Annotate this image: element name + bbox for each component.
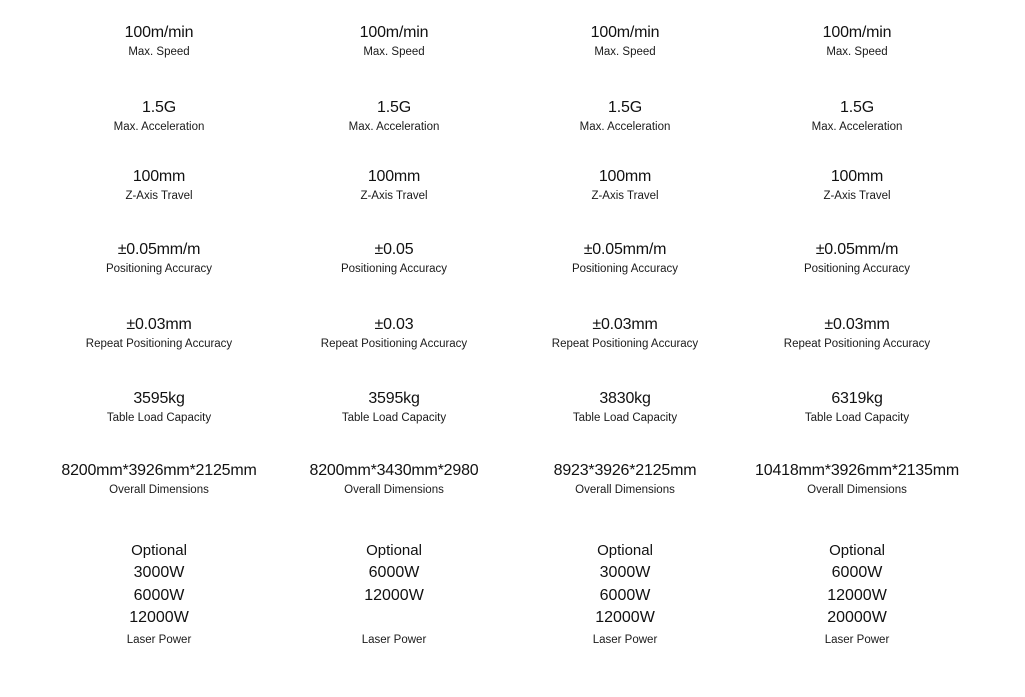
table-load-capacity-value: 3830kg [599, 390, 651, 407]
laser-power-optional: Optional [366, 542, 422, 559]
table-load-capacity-label: Table Load Capacity [572, 412, 678, 424]
overall-dimensions-spec [742, 460, 972, 498]
laser-power-value: 12000W [827, 586, 887, 604]
laser-power-value: 6000W [831, 564, 883, 581]
laser-power-optional: Optional [597, 542, 653, 559]
overall-dimensions-value: 8200mm*3926mm*2125mm [61, 462, 257, 479]
laser-power-value: 12000W [595, 609, 655, 626]
positioning-accuracy-label: Positioning Accuracy [105, 263, 213, 275]
max-speed-label: Max. Speed [128, 46, 190, 58]
z-axis-travel-value: 100mm [598, 168, 652, 185]
laser-power-options [742, 562, 972, 630]
max-speed-label: Max. Speed [363, 46, 425, 58]
max-acceleration-spec [44, 97, 274, 135]
table-load-capacity-value: 6319kg [831, 390, 883, 407]
laser-power-value: 12000W [364, 586, 424, 604]
laser-power-spec [742, 540, 972, 648]
overall-dimensions-spec [44, 460, 274, 498]
laser-power-value: 3000W [599, 564, 651, 581]
laser-power-spec [510, 540, 740, 648]
max-speed-label: Max. Speed [826, 46, 888, 58]
overall-dimensions-value: 8200mm*3430mm*2980 [309, 462, 479, 479]
positioning-accuracy-spec [44, 239, 274, 277]
max-acceleration-value: 1.5G [142, 99, 176, 116]
laser-power-label: Laser Power [126, 634, 192, 646]
repeat-positioning-accuracy-label: Repeat Positioning Accuracy [551, 338, 699, 350]
positioning-accuracy-spec [742, 239, 972, 277]
max-speed-spec [279, 22, 509, 60]
positioning-accuracy-value: ±0.05mm/m [117, 241, 201, 258]
table-load-capacity-spec [510, 388, 740, 426]
max-speed-value: 100m/min [359, 24, 429, 41]
laser-power-label: Laser Power [361, 634, 427, 646]
repeat-positioning-accuracy-label: Repeat Positioning Accuracy [85, 338, 233, 350]
positioning-accuracy-spec [510, 239, 740, 277]
z-axis-travel-label: Z-Axis Travel [823, 190, 891, 202]
overall-dimensions-label: Overall Dimensions [575, 484, 675, 496]
table-load-capacity-spec [279, 388, 509, 426]
table-load-capacity-spec [44, 388, 274, 426]
laser-power-value: 20000W [827, 609, 887, 626]
laser-power-optional: Optional [131, 542, 187, 559]
repeat-positioning-accuracy-value: ±0.03 [374, 316, 414, 333]
repeat-positioning-accuracy-label: Repeat Positioning Accuracy [783, 338, 931, 350]
max-speed-spec [510, 22, 740, 60]
z-axis-travel-spec [279, 166, 509, 204]
max-acceleration-spec [510, 97, 740, 135]
table-load-capacity-value: 3595kg [133, 390, 185, 407]
laser-power-value: 6000W [133, 586, 185, 604]
overall-dimensions-spec [510, 460, 740, 498]
max-acceleration-label: Max. Acceleration [113, 121, 205, 133]
positioning-accuracy-value: ±0.05mm/m [583, 241, 667, 258]
laser-power-spec [44, 540, 274, 648]
repeat-positioning-accuracy-spec [279, 314, 509, 352]
laser-power-value: 3000W [133, 564, 185, 581]
repeat-positioning-accuracy-spec [510, 314, 740, 352]
z-axis-travel-value: 100mm [367, 168, 421, 185]
positioning-accuracy-value: ±0.05 [374, 241, 414, 258]
z-axis-travel-spec [742, 166, 972, 204]
max-acceleration-label: Max. Acceleration [811, 121, 903, 133]
table-load-capacity-label: Table Load Capacity [106, 412, 212, 424]
overall-dimensions-value: 8923*3926*2125mm [553, 462, 697, 479]
max-speed-value: 100m/min [124, 24, 194, 41]
max-speed-spec [44, 22, 274, 60]
repeat-positioning-accuracy-spec [44, 314, 274, 352]
overall-dimensions-spec [279, 460, 509, 498]
repeat-positioning-accuracy-label: Repeat Positioning Accuracy [320, 338, 468, 350]
table-load-capacity-label: Table Load Capacity [804, 412, 910, 424]
positioning-accuracy-value: ±0.05mm/m [815, 241, 899, 258]
laser-power-options [510, 562, 740, 630]
repeat-positioning-accuracy-spec [742, 314, 972, 352]
z-axis-travel-spec [44, 166, 274, 204]
positioning-accuracy-spec [279, 239, 509, 277]
z-axis-travel-value: 100mm [830, 168, 884, 185]
repeat-positioning-accuracy-value: ±0.03mm [592, 316, 658, 333]
max-acceleration-value: 1.5G [377, 99, 411, 116]
laser-power-value: 12000W [129, 609, 189, 626]
laser-power-label: Laser Power [824, 634, 890, 646]
max-speed-spec [742, 22, 972, 60]
repeat-positioning-accuracy-value: ±0.03mm [126, 316, 192, 333]
overall-dimensions-label: Overall Dimensions [807, 484, 907, 496]
repeat-positioning-accuracy-value: ±0.03mm [824, 316, 890, 333]
laser-power-value: 6000W [599, 586, 651, 604]
z-axis-travel-value: 100mm [132, 168, 186, 185]
max-speed-label: Max. Speed [594, 46, 656, 58]
z-axis-travel-spec [510, 166, 740, 204]
table-load-capacity-spec [742, 388, 972, 426]
max-acceleration-value: 1.5G [840, 99, 874, 116]
positioning-accuracy-label: Positioning Accuracy [803, 263, 911, 275]
laser-power-options [279, 562, 509, 630]
z-axis-travel-label: Z-Axis Travel [360, 190, 428, 202]
overall-dimensions-label: Overall Dimensions [109, 484, 209, 496]
max-acceleration-spec [742, 97, 972, 135]
overall-dimensions-label: Overall Dimensions [344, 484, 444, 496]
table-load-capacity-label: Table Load Capacity [341, 412, 447, 424]
max-acceleration-value: 1.5G [608, 99, 642, 116]
z-axis-travel-label: Z-Axis Travel [591, 190, 659, 202]
max-acceleration-spec [279, 97, 509, 135]
laser-power-optional: Optional [829, 542, 885, 559]
laser-power-spec [279, 540, 509, 648]
laser-power-value: 6000W [368, 564, 420, 581]
max-acceleration-label: Max. Acceleration [348, 121, 440, 133]
max-speed-value: 100m/min [590, 24, 660, 41]
max-acceleration-label: Max. Acceleration [579, 121, 671, 133]
laser-power-options [44, 562, 274, 630]
laser-power-label: Laser Power [592, 634, 658, 646]
max-speed-value: 100m/min [822, 24, 892, 41]
z-axis-travel-label: Z-Axis Travel [125, 190, 193, 202]
table-load-capacity-value: 3595kg [368, 390, 420, 407]
overall-dimensions-value: 10418mm*3926mm*2135mm [755, 462, 959, 479]
positioning-accuracy-label: Positioning Accuracy [340, 263, 448, 275]
positioning-accuracy-label: Positioning Accuracy [571, 263, 679, 275]
